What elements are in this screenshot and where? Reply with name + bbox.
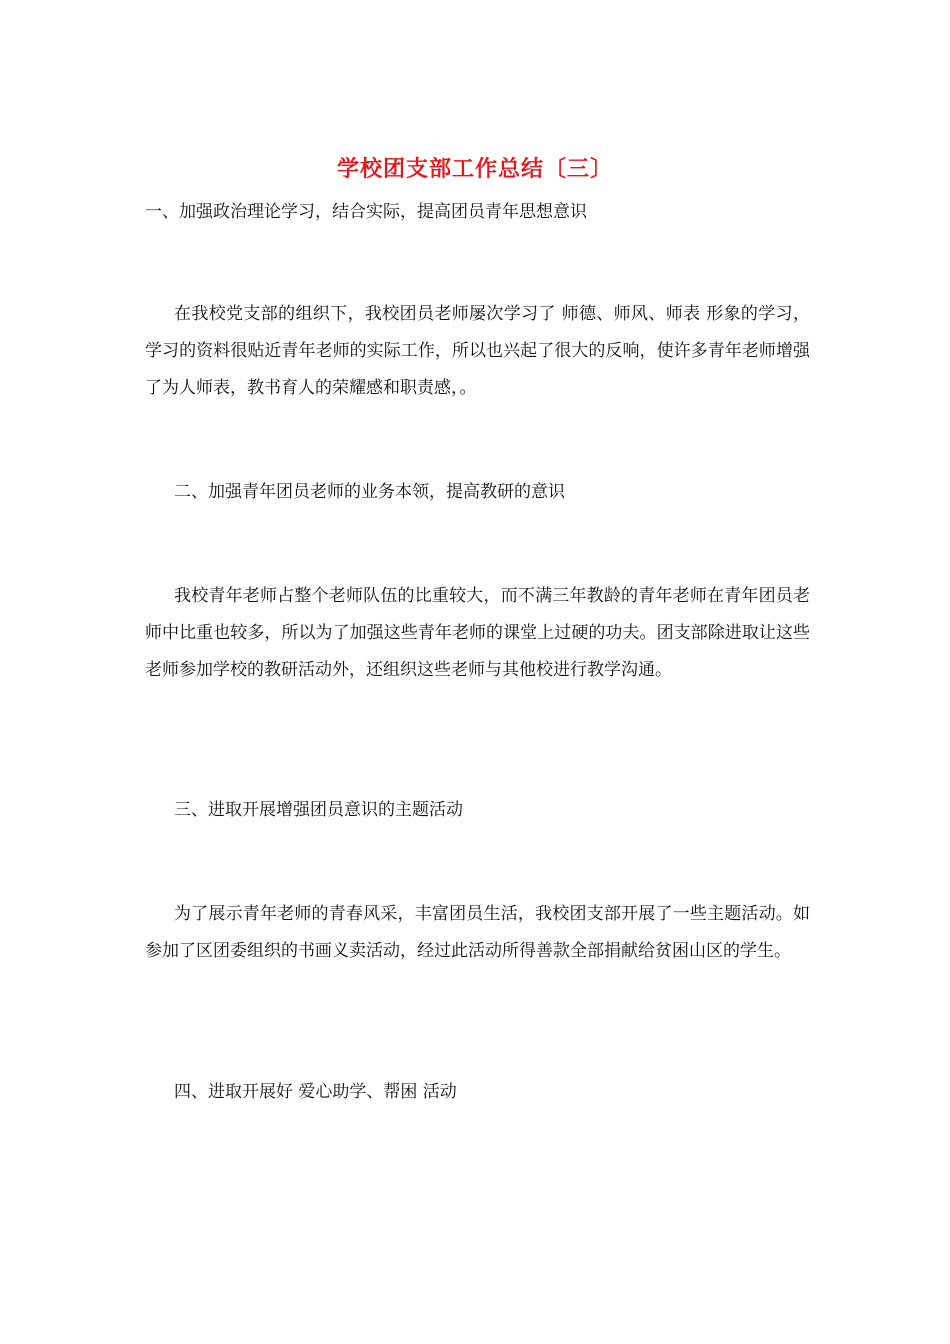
- document-title: 学校团支部工作总结〔三〕: [336, 156, 613, 182]
- section-paragraph-2: 我校青年老师占整个老师队伍的比重较大，而不满三年教龄的青年老师在青年团员老师中比重也较多，所以为了加强这些青年老师的课堂上过硬的功夫。团支部除进取让这些老师参加学校的教研活动外，还组织这些老师与其他校进行教学沟通。: [145, 586, 810, 680]
- section-heading-1: 一、加强政治理论学习，结合实际，提高团员青年思想意识: [145, 202, 587, 222]
- section-paragraph-3: 为了展示青年老师的青春风采，丰富团员生活，我校团支部开展了一些主题活动。如参加了区团委组织的书画义卖活动，经过此活动所得善款全部捐献给贫困山区的学生。: [145, 904, 810, 961]
- section-heading-3: 三、进取开展增强团员意识的主题活动: [174, 800, 463, 820]
- section-heading-4: 四、进取开展好 爱心助学、帮困 活动: [174, 1082, 457, 1102]
- section-heading-2: 二、加强青年团员老师的业务本领，提高教研的意识: [174, 482, 565, 502]
- section-paragraph-1: 在我校党支部的组织下，我校团员老师屡次学习了 师德、师风、师表 形象的学习，学习的资料很贴近青年老师的实际工作，所以也兴起了很大的反响，使许多青年老师增强了为人师表，教书育人的荣耀感和职责感，。: [145, 304, 810, 398]
